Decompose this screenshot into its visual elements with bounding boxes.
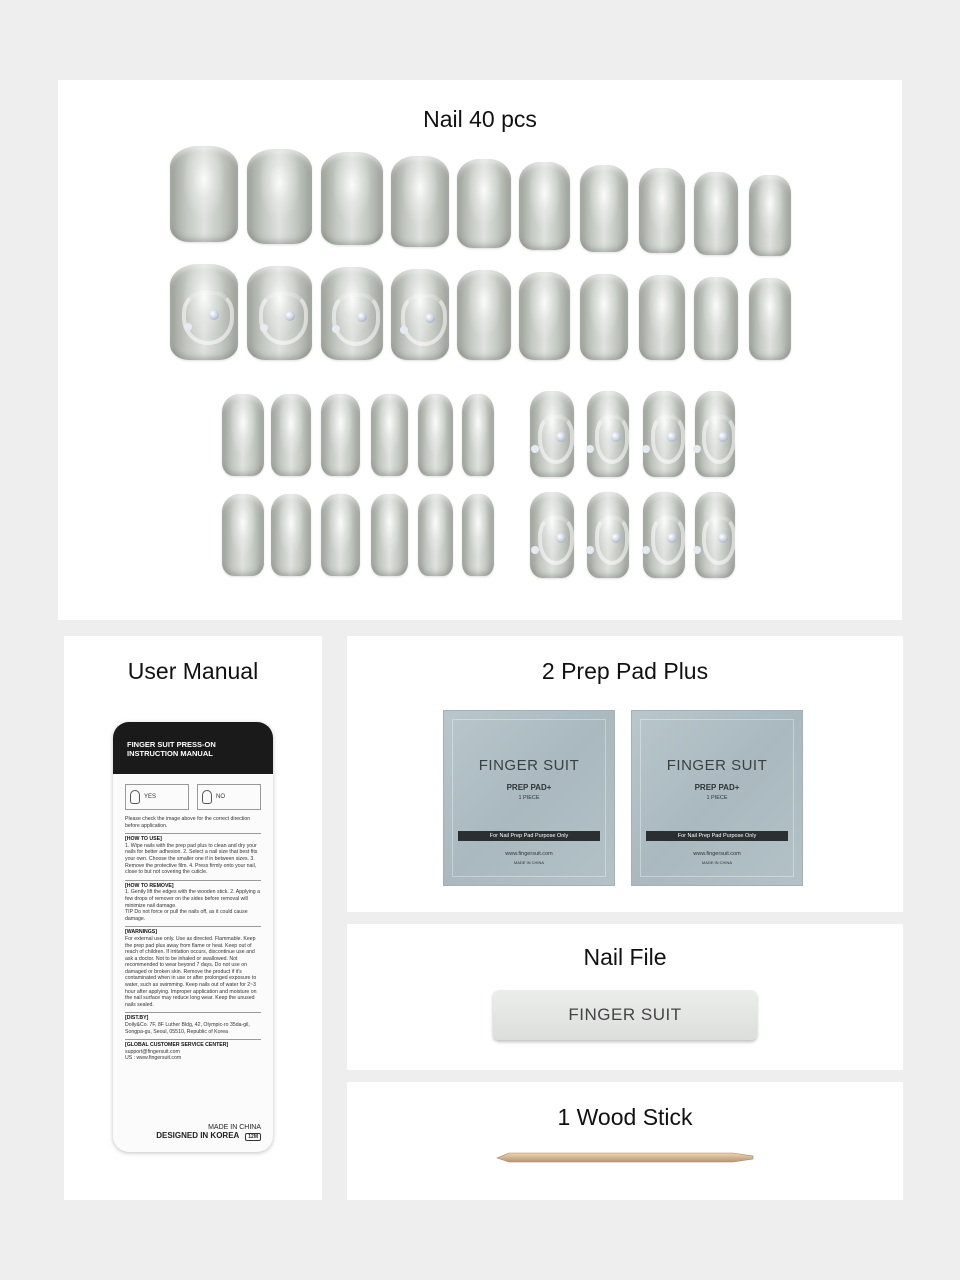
card-heading-line1: FINGER SUIT PRESS-ON (127, 740, 216, 749)
pad-qty: 1 PIECE (706, 795, 728, 801)
nail-tip (371, 394, 408, 476)
nail-tip (321, 494, 360, 576)
decorated-nail (643, 492, 685, 578)
wood-stick (495, 1150, 755, 1164)
nail-tip (391, 156, 449, 247)
card-heading-line2: INSTRUCTION MANUAL (127, 749, 213, 758)
pad-qty: 1 PIECE (518, 795, 540, 801)
made-in-text: MADE IN CHINA (208, 1124, 261, 1131)
how-to-use-title: [HOW TO USE] (125, 833, 261, 843)
nail-tip (418, 494, 453, 576)
prep-pad (443, 710, 615, 886)
dist-title: [DIST.BY] (125, 1012, 261, 1022)
instruction-card (113, 722, 273, 1152)
pad-band: For Nail Prep Pad Purpose Only (458, 831, 600, 841)
nail-tip (457, 159, 511, 249)
wood-stick-panel (347, 1082, 903, 1200)
pad-url: www.fingersuit.com (505, 851, 553, 857)
nail-tip (222, 494, 264, 576)
nail-tip (580, 165, 628, 251)
intro-text: Please check the image above for the correct direction before application. (125, 816, 251, 829)
yes-guide (125, 784, 189, 810)
decorated-nail (321, 267, 383, 360)
us-text: US : www.fingersuit.com (125, 1055, 182, 1062)
nail-shape-icon (202, 790, 212, 804)
warnings-title: [WARNINGS] (125, 926, 261, 936)
instruction-card-header (113, 722, 273, 774)
nail-tip (371, 494, 408, 576)
nail-tip (321, 152, 383, 245)
nail-file-panel (347, 924, 903, 1070)
nail-tip (639, 168, 685, 253)
nail-tip (519, 162, 570, 250)
nail-tip (271, 394, 311, 476)
how-to-use-text: 1. Wipe nails with the prep pad plus to clean and dry your nails for better adhesion. 2. Select a nail size that best fits your own. Choose the smaller one if in between sizes. 3. Remove the protective film. 4. Press firmly onto your nail, close to but not covering the cuticle. (125, 842, 258, 876)
nail-tip (462, 394, 494, 476)
nail-tip (694, 277, 738, 360)
pad-made: MADE IN CHINA (513, 860, 545, 865)
nail-tip (694, 172, 738, 255)
nail-tip (271, 494, 311, 576)
warnings-text: For external use only. Use as directed. Flammable. Keep the prep pad plus away from flame or heat. Keep out of reach of children. If irritation occurs, discontinue use and ask a doctor. Not to be inhaled or swallowed. Not recommended to wear beyond 7 days. Do not use on damaged or broken skin. Remove the product if it's contaminated when in use or after prolonged exposure to water, such as swimming. Keep nails out of water for 2~3 hour after applying. Improper application and moisture on the nail surface may reduce long wear. Keep the unused nails sealed. (125, 935, 257, 1008)
decorated-nail (587, 492, 629, 578)
no-label: NO (216, 794, 225, 800)
pad-name: PREP PAD+ (506, 783, 552, 792)
prep-pad (631, 710, 803, 886)
decorated-nail (170, 264, 238, 360)
instruction-text (113, 816, 273, 1062)
prep-pad-panel (347, 636, 903, 912)
nail-tip (519, 272, 570, 360)
nail-tip (580, 274, 628, 360)
nail-tip (639, 275, 685, 360)
dist-text: Dolly&Co. 7F, 8F Luther Bldg, 42, Olympic-ro 35da-gil, Songpa-gu, Seoul, 05510, Republic of Korea (125, 1022, 250, 1035)
how-to-remove-text: 1. Gently lift the edges with the wooden stick. 2. Applying a few drops of remover on the sides before removal will minimize nail damage. (125, 889, 260, 909)
pad-brand: FINGER SUIT (666, 757, 768, 774)
nail-tip (457, 270, 511, 360)
decorated-nail (587, 391, 629, 477)
nail-tip (170, 146, 238, 242)
pad-band: For Nail Prep Pad Purpose Only (646, 831, 788, 841)
decorated-nail (530, 391, 574, 477)
nail-tip (749, 278, 791, 360)
designed-in-text: DESIGNED IN KOREA (156, 1131, 240, 1140)
decorated-nail (695, 391, 735, 477)
service-text: support@fingersuit.com (125, 1048, 180, 1055)
nail-tip (321, 394, 360, 476)
decorated-nail (530, 492, 574, 578)
nail-tip (749, 175, 791, 257)
pad-brand: FINGER SUIT (478, 757, 580, 774)
wood-stick-title: 1 Wood Stick (557, 1104, 693, 1130)
nail-file-title: Nail File (583, 944, 667, 970)
nail-file: FINGER SUIT (493, 990, 757, 1040)
decorated-nail (247, 266, 312, 360)
card-footer (125, 1124, 261, 1140)
pad-url: www.fingersuit.com (693, 851, 741, 857)
decorated-nail (695, 492, 735, 578)
pad-name: PREP PAD+ (694, 783, 740, 792)
decorated-nail (643, 391, 685, 477)
yes-label: YES (144, 794, 157, 800)
nails-panel (58, 80, 902, 620)
how-to-remove-title: [HOW TO REMOVE] (125, 880, 261, 890)
nail-tip (222, 394, 264, 476)
no-guide (197, 784, 261, 810)
nails-title: Nail 40 pcs (423, 106, 537, 132)
pao-icon: 12M (245, 1133, 261, 1141)
direction-guide (125, 784, 261, 810)
service-title: [GLOBAL CUSTOMER SERVICE CENTER] (125, 1039, 261, 1049)
nail-tip (418, 394, 453, 476)
tip-text: TIP Do not force or pull the nails off, as it could cause damage. (125, 909, 248, 922)
prep-pad-title: 2 Prep Pad Plus (541, 658, 709, 684)
pad-made: MADE IN CHINA (701, 860, 733, 865)
nail-tip (247, 149, 312, 243)
nail-tip (462, 494, 494, 576)
decorated-nail (391, 269, 449, 360)
manual-title: User Manual (127, 658, 259, 684)
nail-shape-icon (130, 790, 140, 804)
manual-panel (64, 636, 322, 1200)
